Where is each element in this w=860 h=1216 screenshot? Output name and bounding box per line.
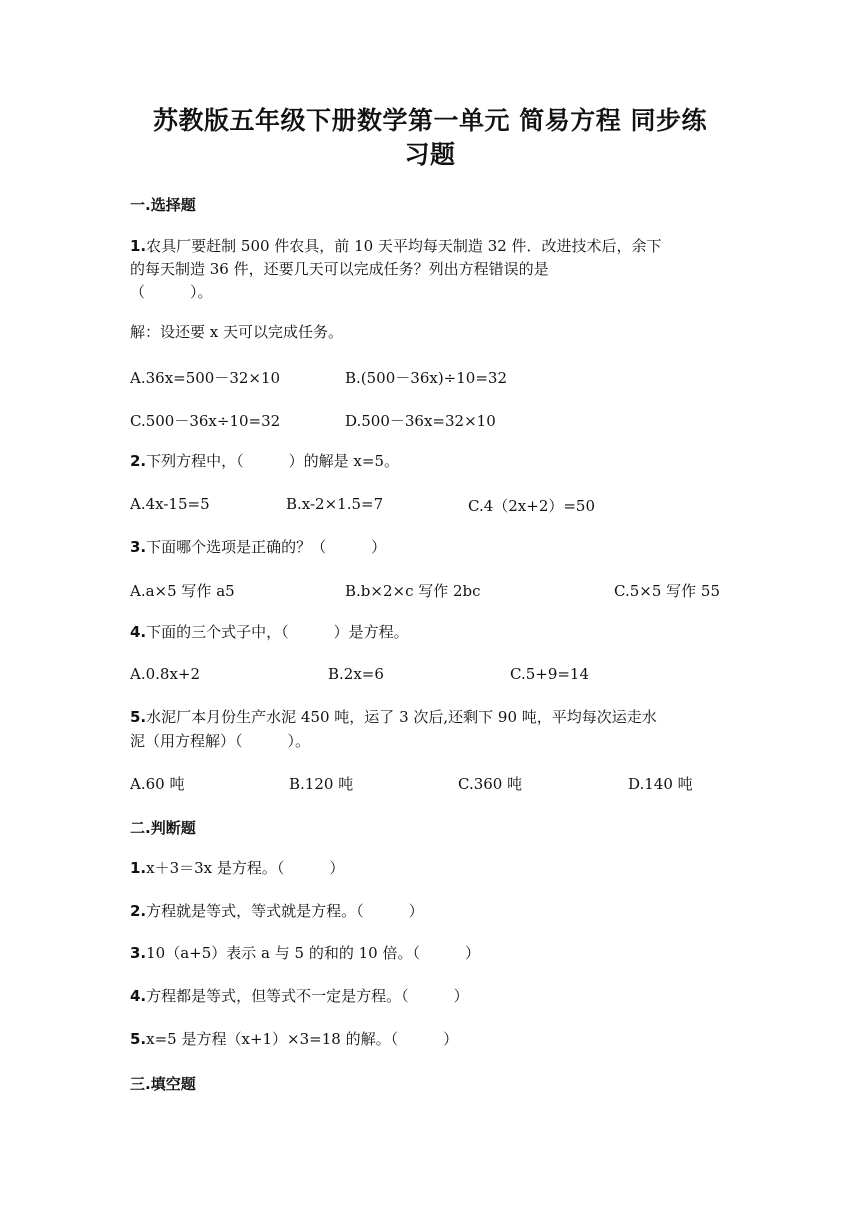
option-b: B.b×2×c 写作 2bc bbox=[345, 582, 481, 600]
option-a: A.0.8x+2 bbox=[130, 665, 201, 683]
question-number: 1. bbox=[130, 859, 147, 877]
question-number: 3. bbox=[130, 944, 147, 962]
question-text: 下面的三个式子中，（ ）是方程。 bbox=[146, 623, 409, 641]
question-number: 5. bbox=[130, 1030, 147, 1048]
option-c: C.5+9=14 bbox=[510, 665, 590, 683]
question-number: 2. bbox=[130, 902, 147, 920]
question-5-line2: 泥（用方程解）（ ）。 bbox=[130, 732, 311, 750]
question-text: 10（a+5）表示 a 与 5 的和的 10 倍。（ ） bbox=[146, 944, 480, 962]
option-b: B.120 吨 bbox=[289, 775, 354, 793]
page-title-line2: 习题 bbox=[404, 140, 456, 169]
option-c: C.500－36x÷10=32 bbox=[130, 412, 281, 430]
option-d: D.140 吨 bbox=[628, 775, 693, 793]
question-text: 农具厂要赶制 500 件农具，前 10 天平均每天制造 32 件．改进技术后，余下 bbox=[146, 237, 662, 255]
option-a: A.a×5 写作 a5 bbox=[130, 582, 235, 600]
judge-item-4 bbox=[130, 986, 730, 1007]
option-c: C.5×5 写作 55 bbox=[614, 582, 720, 600]
question-2 bbox=[130, 451, 730, 472]
question-1-line1 bbox=[130, 236, 730, 257]
question-5-line1 bbox=[130, 707, 730, 728]
question-number: 5. bbox=[130, 708, 147, 726]
question-3 bbox=[130, 537, 730, 558]
question-number: 4. bbox=[130, 623, 147, 641]
judge-item-2 bbox=[130, 901, 730, 922]
question-1-solution: 解：设还要 x 天可以完成任务。 bbox=[130, 323, 343, 341]
question-text: x＋3＝3x 是方程。（ ） bbox=[146, 859, 345, 877]
judge-item-3 bbox=[130, 943, 730, 964]
question-number: 1. bbox=[130, 237, 147, 255]
option-b: B.(500－36x)÷10=32 bbox=[345, 369, 507, 387]
option-a: A.4x-15=5 bbox=[130, 495, 210, 513]
question-text: 下列方程中，（ ）的解是 x=5。 bbox=[146, 452, 399, 470]
question-text: 水泥厂本月份生产水泥 450 吨，运了 3 次后,还剩下 90 吨，平均每次运走水 bbox=[146, 708, 657, 726]
question-number: 2. bbox=[130, 452, 147, 470]
option-b: B.x-2×1.5=7 bbox=[286, 495, 384, 513]
judge-item-1 bbox=[130, 858, 730, 879]
option-b: B.2x=6 bbox=[328, 665, 384, 683]
question-number: 3. bbox=[130, 538, 147, 556]
judge-item-5 bbox=[130, 1029, 730, 1050]
section-heading-judge: 二.判断题 bbox=[130, 819, 196, 837]
option-a: A.60 吨 bbox=[130, 775, 185, 793]
option-c: C.4（2x+2）=50 bbox=[468, 497, 596, 515]
section-heading-choice: 一.选择题 bbox=[130, 196, 196, 214]
section-heading-fill: 三.填空题 bbox=[130, 1075, 196, 1093]
option-c: C.360 吨 bbox=[458, 775, 523, 793]
question-text: 下面哪个选项是正确的？（ ） bbox=[146, 538, 387, 556]
question-1-line3: （ ）。 bbox=[130, 283, 213, 301]
option-d: D.500－36x=32×10 bbox=[345, 412, 496, 430]
page-title bbox=[130, 104, 730, 172]
question-text: 方程就是等式，等式就是方程。（ ） bbox=[146, 902, 424, 920]
question-1-line2: 的每天制造 36 件，还要几天可以完成任务？列出方程错误的是 bbox=[130, 260, 549, 278]
question-4 bbox=[130, 622, 730, 643]
page-title-line1: 苏教版五年级下册数学第一单元 简易方程 同步练 bbox=[153, 106, 707, 135]
option-a: A.36x=500－32×10 bbox=[130, 369, 281, 387]
question-text: x=5 是方程（x+1）×3=18 的解。（ ） bbox=[146, 1030, 459, 1048]
question-text: 方程都是等式，但等式不一定是方程。（ ） bbox=[146, 987, 469, 1005]
question-number: 4. bbox=[130, 987, 147, 1005]
